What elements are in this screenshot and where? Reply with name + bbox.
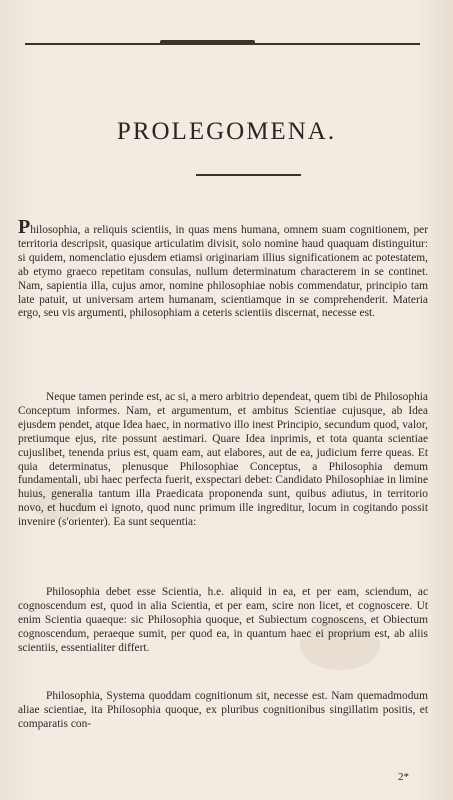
page-title: PROLEGOMENA. (116, 118, 337, 145)
header-rule-ornament (160, 40, 255, 45)
paragraph-1 (18, 216, 428, 321)
paragraph-text: Neque tamen perinde est, ac si, a mero arbitrio dependeat, quem tibi de Philosophia Conceptum informes. Nam, et argumentum, et ambitus Scientiae cujusque, ab Idea ejusdem pendet, atque Idea haec, in normativo illo inest Principio, secundum quod, valor, pretiumque ejus, rite possunt aestimari. Quare Idea inprimis, et tota quanta scientiae cujuslibet, tenenda prius est, quam eam, aut elabores, aut de ea, judicium ferre queas. Et quia determinatus, plenusque Philosophiae Conceptus, a Philosophia demum fundamentali, ubi haec perfecta fuerit, exspectari debet: Candidato Philosophiae in limine huius, generalia tantum illa Praedicata proponenda sunt, quibus adiutus, in territorio novo, et hucdum ei ignoto, quod nunc primum ille ingreditur, locum in cogitando possit invenire (s'orienter). Ea sunt sequentia: (18, 391, 428, 529)
paragraph-4 (18, 690, 428, 732)
title-rule (196, 174, 301, 176)
paragraph-text: Philosophia, Systema quoddam cognitionum sit, necesse est. Nam quemadmodum aliae scientiae, ita Philosophia quoque, ex pluribus cognitionibus singillatim positis, et comparatis con- (18, 690, 428, 730)
drop-cap: P (18, 216, 31, 238)
paragraph-3 (18, 586, 428, 656)
paragraph-2 (18, 391, 428, 530)
paragraph-text: Philosophia debet esse Scientia, h.e. aliquid in ea, et per eam, sciendum, ac cognoscendum est, quod in alia Scientia, et per eam, scire non licet, et cognoscere. Ut enim Scientia quaeque: sic Philosophia quoque, et Subiectum cognoscens, et Obiectum cognoscendum, peraeque sumit, per quod ea, in quantum haec ei proprium est, ab aliis scientiis, essentialiter differt. (18, 586, 428, 654)
paragraph-text: hilosophia, a reliquis scientiis, in quas mens humana, omnem suam cognitionem, per territoria descripsit, quasique articulatim divisit, solo nomine haud quaquam distinguitur: si quidem, nomenclatio ejusdem etiamsi originariam illius significationem ac potestatem, ab etymo graeco repetitam consulas, nullum determinatum characterem in se continet. Nam, sapientia illa, cujus amor, nomine philosophiae nobis commendatur, principio tam late patuit, ut universam artem humanam, scientiamque in se comprehenderit. Materia ergo, seu vis argumenti, philosophiam a ceteris scientiis discernat, necesse est. (18, 224, 428, 320)
signature-mark: 2* (398, 771, 409, 783)
